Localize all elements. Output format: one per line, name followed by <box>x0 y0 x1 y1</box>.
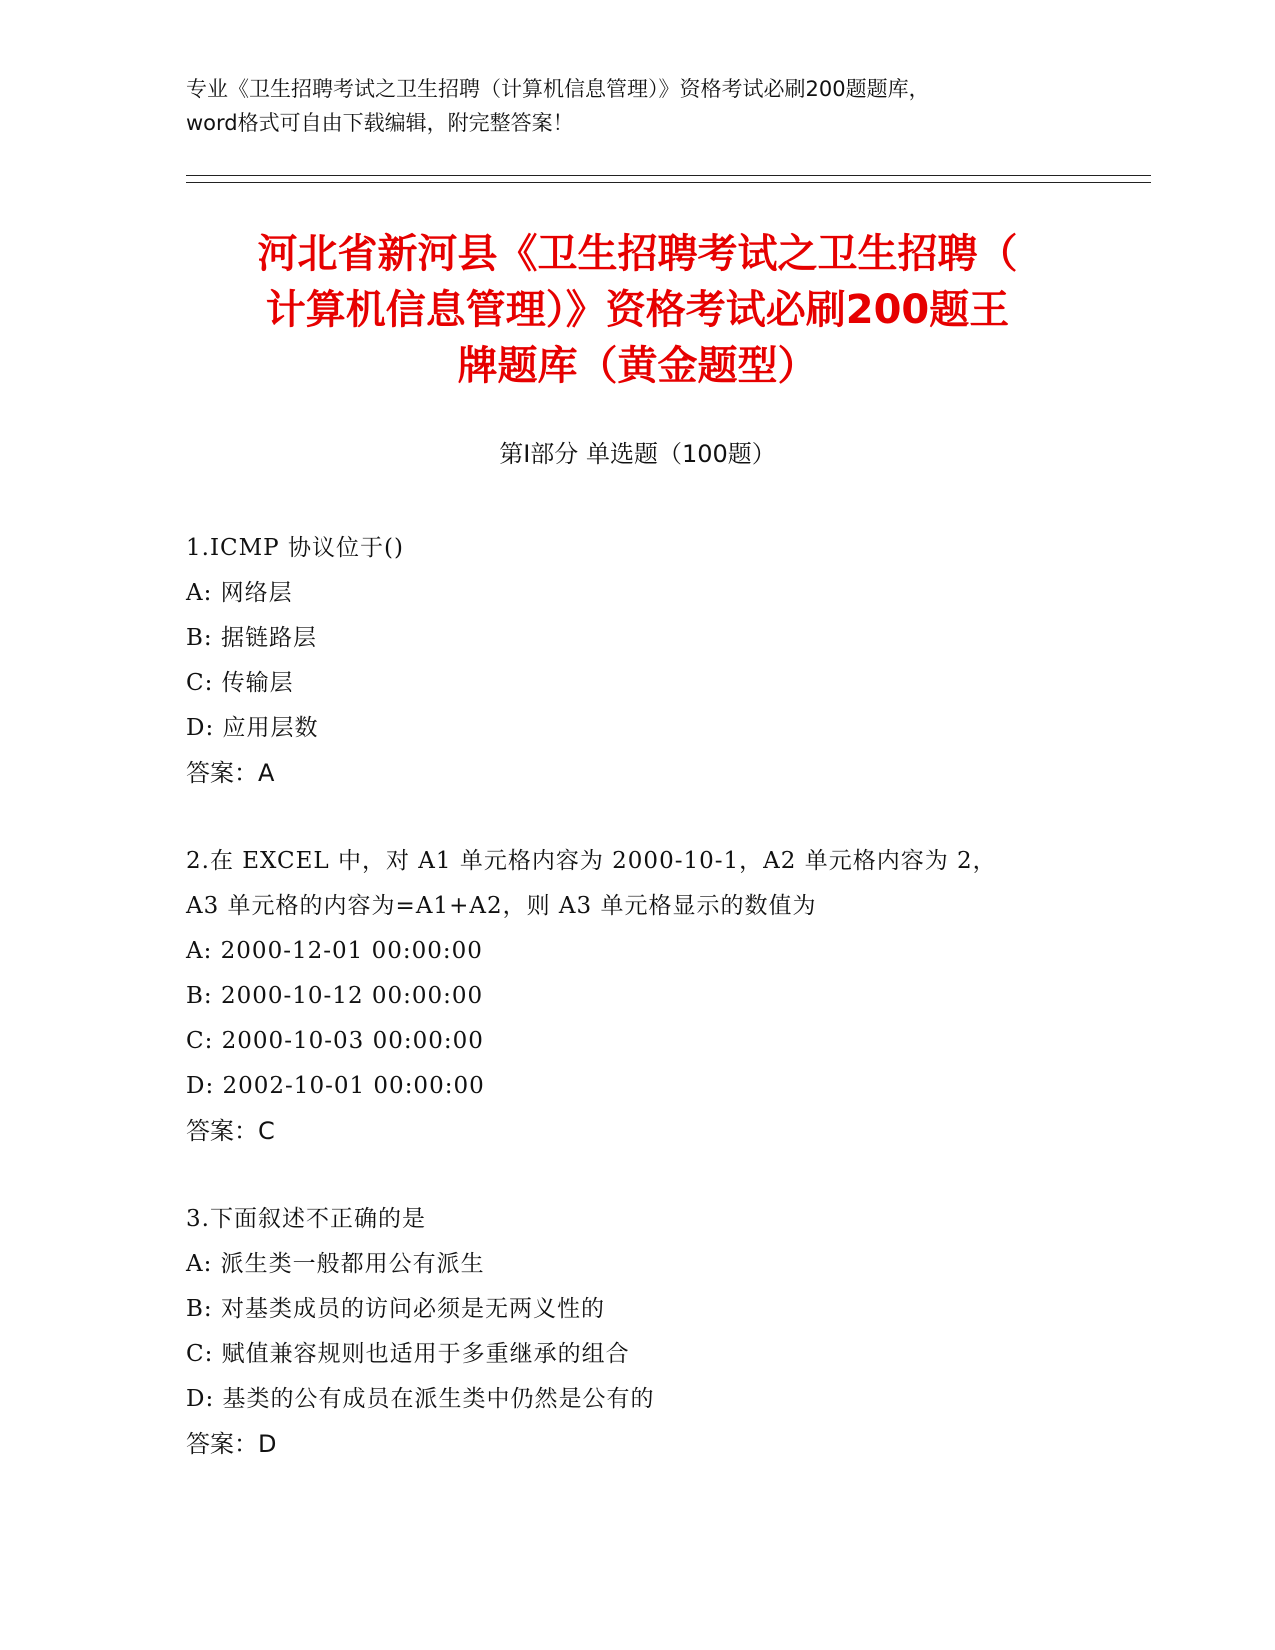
option-d: D: 2002-10-01 00:00:00 <box>186 1073 485 1099</box>
header-note <box>186 72 1146 140</box>
option-c: C: 2000-10-03 00:00:00 <box>186 1028 484 1054</box>
option-a: A: 2000-12-01 00:00:00 <box>186 938 483 964</box>
question-list <box>186 526 1146 1510</box>
header-note-line-2: word格式可自由下载编辑，附完整答案！ <box>186 111 574 135</box>
header-note-line-1: 专业《卫生招聘考试之卫生招聘（计算机信息管理）》资格考试必刷200题题库， <box>186 77 930 101</box>
document-title <box>150 226 1125 394</box>
document-title-line-3: 牌题库（黄金题型） <box>457 343 818 389</box>
answer: 答案：A <box>186 759 275 787</box>
option-d: D: 应用层数 <box>186 715 319 741</box>
option-b: B: 据链路层 <box>186 625 317 651</box>
section-title: 第Ⅰ部分 单选题（100题） <box>499 440 776 468</box>
option-c: C: 赋值兼容规则也适用于多重继承的组合 <box>186 1341 630 1367</box>
question-2 <box>186 839 1146 1154</box>
answer: 答案：D <box>186 1430 277 1458</box>
option-b: B: 2000-10-12 00:00:00 <box>186 983 484 1009</box>
question-1 <box>186 526 1146 796</box>
header-divider-top <box>186 175 1151 176</box>
question-stem-line-1: 2.在 EXCEL 中，对 A1 单元格内容为 2000-10-1，A2 单元格内容为 2， <box>186 848 997 874</box>
answer: 答案：C <box>186 1117 275 1145</box>
document-title-line-2: 计算机信息管理）》资格考试必刷200题王 <box>265 287 1010 333</box>
option-a: A: 派生类一般都用公有派生 <box>186 1251 485 1277</box>
option-c: C: 传输层 <box>186 670 294 696</box>
question-stem: 1.ICMP 协议位于() <box>186 535 404 561</box>
document-title-line-1: 河北省新河县《卫生招聘考试之卫生招聘（ <box>257 231 1018 277</box>
option-a: A: 网络层 <box>186 580 293 606</box>
question-3 <box>186 1197 1146 1467</box>
option-b: B: 对基类成员的访问必须是无两义性的 <box>186 1296 605 1322</box>
question-stem-line-2: A3 单元格的内容为=A1+A2，则 A3 单元格显示的数值为 <box>186 893 817 919</box>
option-d: D: 基类的公有成员在派生类中仍然是公有的 <box>186 1386 655 1412</box>
header-divider-bottom <box>186 182 1151 183</box>
question-stem: 3.下面叙述不正确的是 <box>186 1206 426 1232</box>
